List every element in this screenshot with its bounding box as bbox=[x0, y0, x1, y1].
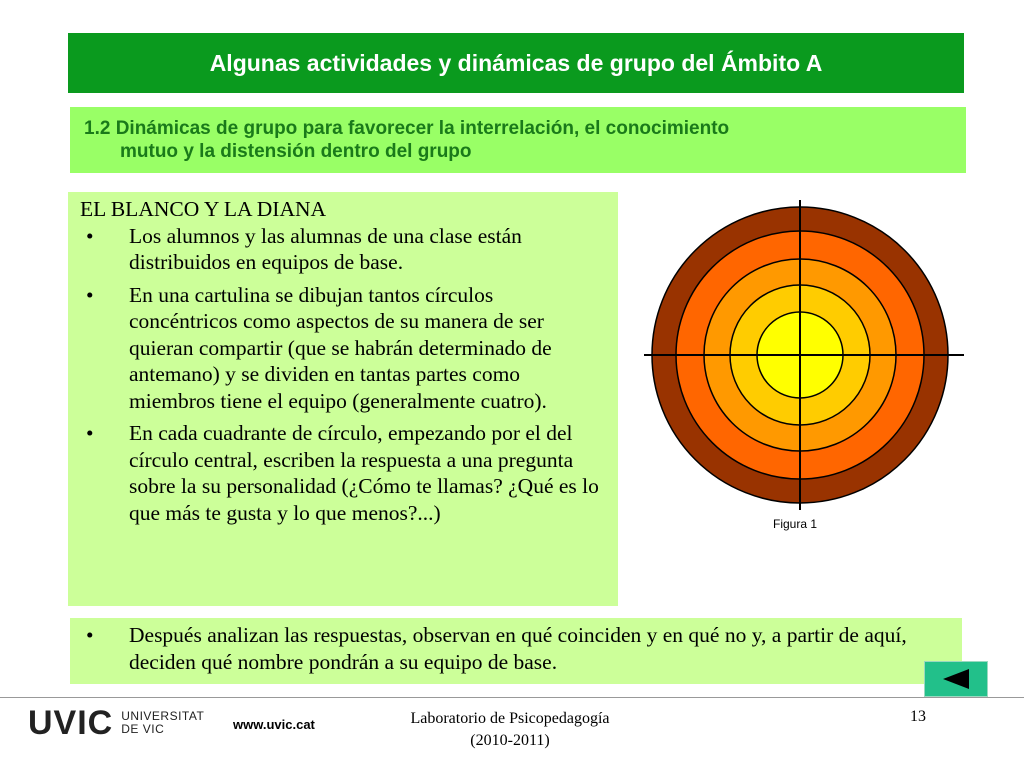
course-year: (2010-2011) bbox=[470, 732, 550, 749]
back-button[interactable] bbox=[924, 661, 988, 697]
list-item bbox=[80, 223, 602, 276]
logo-mark: UVIC bbox=[28, 704, 114, 742]
bullet-text: Los alumnos y las alumnas de una clase están distribuidos en equipos de base. bbox=[129, 223, 522, 274]
uvic-logo bbox=[28, 704, 205, 742]
course-name: Laboratorio de Psicopedagogía bbox=[410, 710, 610, 727]
bullet-point: • bbox=[86, 421, 94, 445]
bullet-text: En una cartulina se dibujan tantos círculos concéntricos como aspectos de su manera de ser quieran compartir (que se habrán determinado de antemano) y se dividen en tantas partes como miembros tiene el equipo (generalmente cuatro). bbox=[129, 282, 552, 413]
bullet-point: • bbox=[86, 623, 94, 647]
subtitle-line-1: 1.2 Dinámicas de grupo para favorecer la interrelación, el conocimiento bbox=[84, 118, 730, 139]
conclusion-text: Después analizan las respuestas, observan en qué coinciden y en qué no y, a partir de aquí, deciden qué nombre pondrán a su equipo de base. bbox=[129, 623, 907, 674]
bullet-list bbox=[80, 223, 602, 527]
list-item bbox=[80, 282, 602, 415]
target-diagram bbox=[638, 198, 968, 513]
logo-university-name bbox=[121, 710, 204, 736]
logo-line-1: UNIVERSITAT bbox=[121, 709, 205, 723]
footer-divider bbox=[0, 697, 1024, 698]
bullet-text: En cada cuadrante de círculo, empezando por el del círculo central, escriben la respuesta a una pregunta sobre la su personalidad (¿Cómo te llamas? ¿Qué es lo que más te gusta y lo que menos?...) bbox=[129, 421, 599, 525]
slide-title: Algunas actividades y dinámicas de grupo del Ámbito A bbox=[209, 49, 823, 76]
logo-line-2: DE VIC bbox=[121, 722, 165, 736]
subtitle-line-2: mutuo y la distensión dentro del grupo bbox=[120, 141, 472, 162]
bullet-point: • bbox=[86, 223, 94, 248]
website-link[interactable]: www.uvic.cat bbox=[233, 717, 315, 732]
list-item bbox=[80, 420, 602, 526]
figure-caption: Figura 1 bbox=[772, 517, 818, 531]
activity-description-box bbox=[68, 192, 618, 606]
activity-heading: EL BLANCO Y LA DIANA bbox=[80, 197, 327, 221]
subtitle-box bbox=[70, 107, 966, 173]
conclusion-box bbox=[70, 618, 962, 684]
triangle-left-icon bbox=[941, 668, 971, 690]
slide-title-bar bbox=[68, 33, 964, 93]
bullet-point: • bbox=[86, 282, 94, 307]
page-number: 13 bbox=[910, 708, 926, 725]
footer-course bbox=[360, 708, 660, 752]
